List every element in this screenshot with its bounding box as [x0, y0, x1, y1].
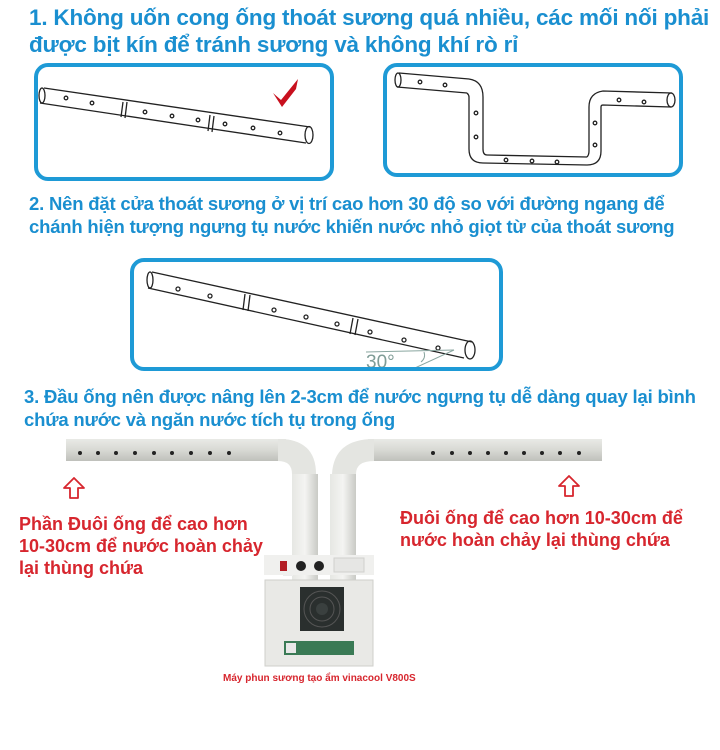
straight-pipe-illustration	[38, 67, 330, 177]
angle-label: 30°	[366, 352, 395, 367]
up-arrow-right-icon	[559, 476, 579, 496]
angled-pipe-illustration	[134, 262, 499, 367]
bent-pipe-panel	[383, 63, 683, 177]
product-caption: Máy phun sương tạo ẩm vinacool V800S	[223, 673, 416, 684]
left-tail-note: Phần Đuôi ống để cao hơn 10-30cm để nước hoàn chảy lại thùng chứa	[19, 514, 263, 578]
section1-heading: 1. Không uốn cong ống thoát sương quá nhiều, các mối nối phải được bịt kín để tránh sương và không khí rò rỉ	[29, 5, 710, 57]
power-switch-icon	[280, 561, 287, 571]
bent-pipe-illustration	[387, 67, 679, 173]
checkmark-icon	[273, 79, 298, 107]
control-panel	[264, 555, 374, 575]
angled-pipe-panel	[130, 258, 503, 371]
humidifier-unit	[265, 560, 450, 666]
section3-heading: 3. Đầu ống nên được nâng lên 2-3cm để nước ngưng tụ dễ dàng quay lại bình chứa nước và ngăn nước tích tụ trong ống	[24, 386, 696, 430]
section2-heading: 2. Nên đặt cửa thoát sương ở vị trí cao hơn 30 độ so với đường ngang để chánh hiện tượng ngưng tụ nước khiến nước nhỏ giọt từ của thoát sương	[29, 193, 675, 237]
right-tail-note: Đuôi ống để cao hơn 10-30cm để nước hoàn chảy lại thùng chứa	[400, 508, 683, 550]
knob-icon	[296, 561, 306, 571]
knob-icon	[314, 561, 324, 571]
straight-pipe-panel	[34, 63, 334, 181]
up-arrow-left-icon	[64, 478, 84, 498]
